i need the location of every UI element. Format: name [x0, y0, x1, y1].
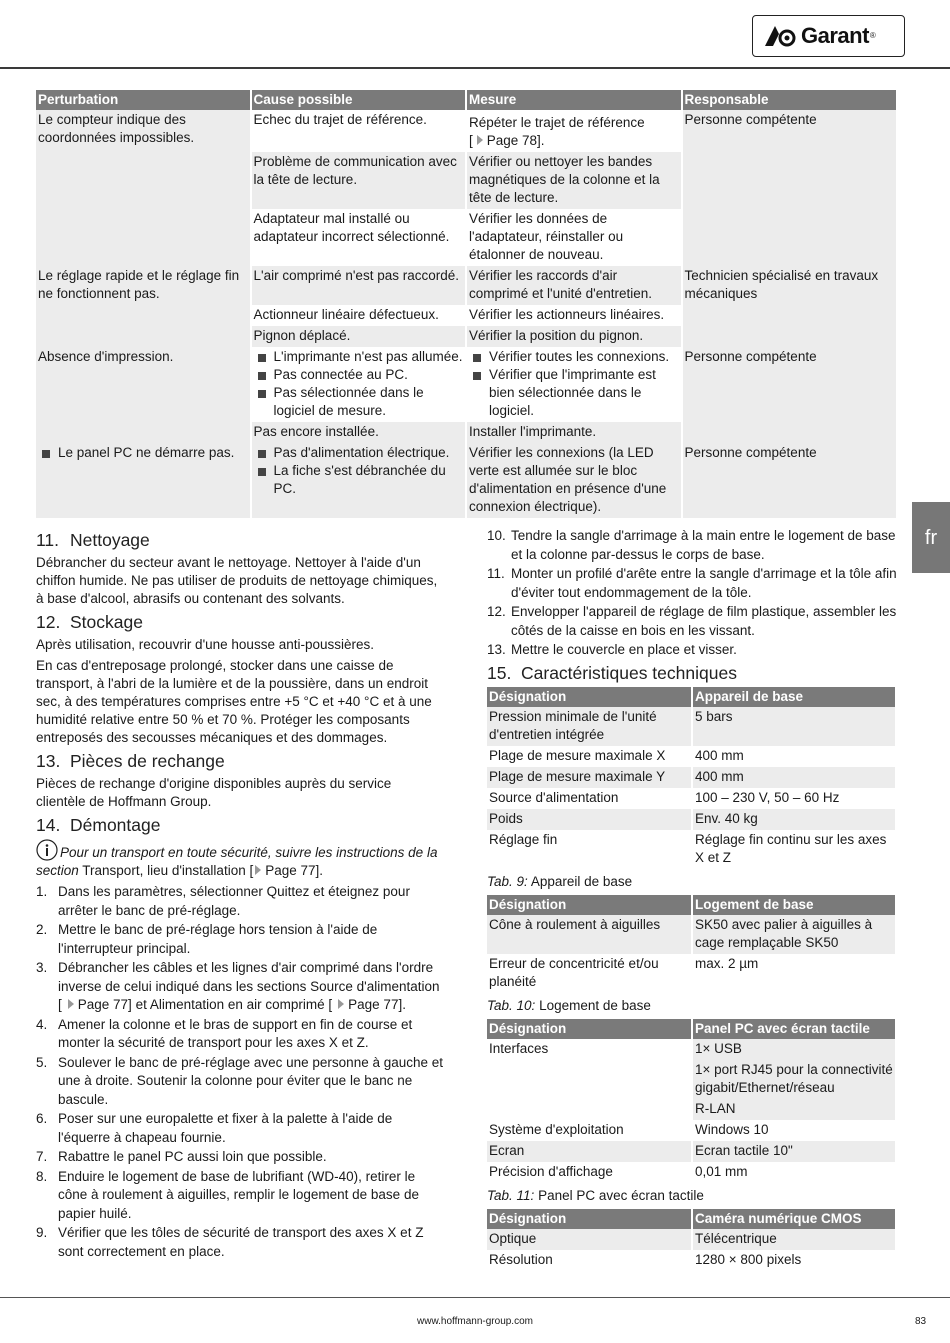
garant-logo: Garant ® — [752, 15, 905, 57]
table-caption: Tab. 9: Appareil de base — [487, 873, 633, 889]
table-caption: Tab. 10: Logement de base — [487, 997, 651, 1013]
cause-cell: Pignon déplacé. — [252, 326, 466, 347]
table-cell: Cône à roulement à aiguilles — [487, 915, 691, 954]
mesure-cell: Vérifier toutes les connexions. Vérifier que l'imprimante est bien sélectionnée dans le logiciel. — [467, 347, 681, 422]
table-cell: 400 mm — [693, 767, 895, 788]
table-cell: 1× port RJ45 pour la connectivité gigabit/Ethernet/réseau — [693, 1060, 895, 1099]
garant-mark-icon — [763, 24, 797, 48]
section-15-heading: 15. Caractéristiques techniques — [487, 662, 737, 683]
cause-cell: Echec du trajet de référence. — [252, 110, 466, 152]
table-cell: Source d'alimentation — [487, 788, 691, 809]
cause-cell: Problème de communication avec la tête de lecture. — [252, 152, 466, 209]
cause-cell: Adaptateur mal installé ou adaptateur incorrect sélectionné. — [252, 209, 466, 266]
table-cell: 0,01 mm — [693, 1162, 895, 1183]
responsable-cell: Personne compétente — [683, 347, 897, 443]
table-cell: Poids — [487, 809, 691, 830]
cause-cell: L'imprimante n'est pas allumée. Pas connectée au PC. Pas sélectionnée dans le logiciel de mesure. — [252, 347, 466, 422]
list-item: 3. Débrancher les câbles et les lignes d'air comprimé dans l'ordre inverse de celui indiqué dans les sections Source d'alimentation [ Page 77] et Alimentation en air comprimé [ Page 77]. — [36, 960, 440, 1012]
table-cell: Interfaces — [487, 1039, 691, 1060]
list-item: 10. Tendre la sangle d'arrimage à la main entre le logement de base et la colonne par-dessus le corps de base. — [487, 528, 896, 562]
cause-cell: Pas d'alimentation électrique. La fiche s'est débranchée du PC. — [252, 443, 466, 518]
list-item: 1. Dans les paramètres, sélectionner Quittez et éteignez pour arrêter le banc de pré-réglage. — [36, 884, 410, 918]
table-cell: 1280 × 800 pixels — [693, 1250, 895, 1271]
col-header-cause: Cause possible — [252, 90, 466, 110]
table-cell: SK50 avec palier à aiguilles à cage remplaçable SK50 — [693, 915, 895, 954]
list-item: 4. Amener la colonne et le bras de support en fin de course et monter la sécurité de transport pour les axes X et Z. — [36, 1016, 413, 1050]
table-cell: 100 – 230 V, 50 – 60 Hz — [693, 788, 895, 809]
bullet-icon — [258, 354, 266, 362]
bullet-icon — [258, 468, 266, 476]
bullet-icon — [258, 372, 266, 380]
troubleshooting-table — [34, 90, 898, 518]
table-cell: Télécentrique — [693, 1229, 895, 1250]
list-item: 13. Mettre le couvercle en place et visser. — [487, 642, 737, 657]
list-item: 2. Mettre le banc de pré-réglage hors tension à l'aide de l'interrupteur principal. — [36, 922, 378, 956]
page-link[interactable]: Page 78]. — [486, 133, 545, 148]
language-tab: fr — [912, 502, 950, 573]
perturbation-cell: Le panel PC ne démarre pas. — [36, 443, 250, 518]
section-11-heading: 11. Nettoyage — [36, 530, 150, 550]
table-cell: Résolution — [487, 1250, 691, 1271]
table-cell: Ecran — [487, 1141, 691, 1162]
mesure-cell: Installer l'imprimante. — [467, 422, 681, 443]
mesure-cell: Vérifier les raccords d'air comprimé et l'unité d'entretien. — [467, 266, 681, 305]
section-12-text: Après utilisation, recouvrir d'une housse anti-poussières. — [36, 637, 375, 652]
section-13-heading: 13. Pièces de rechange — [36, 751, 225, 771]
mesure-cell: Répéter le trajet de référence [ Page 78]. — [467, 110, 681, 152]
section-11-text: Débrancher du secteur avant le nettoyage. Nettoyer à l'aide d'un chiffon humide. Ne pas utiliser de produits de nettoyage chimiques, à base d'alcool, abrasifs ou contenant des solvants. — [36, 555, 438, 606]
page-link-arrow-icon — [338, 999, 344, 1009]
page-link-arrow-icon — [477, 135, 483, 145]
page-link[interactable]: Page 77] et Alimentation en air comprimé [ — [77, 997, 333, 1012]
spec-table-camera: Désignation Caméra numérique CMOS Optique Télécentrique Résolution 1280 × 800 pixels — [485, 1209, 897, 1271]
brand-name: Garant — [801, 23, 869, 48]
perturbation-cell: Le réglage rapide et le réglage fin ne fonctionnent pas. — [36, 266, 250, 347]
page-link-arrow-icon — [68, 999, 74, 1009]
table-cell: R-LAN — [693, 1099, 895, 1120]
col-header-mesure: Mesure — [467, 90, 681, 110]
mesure-cell: Vérifier les actionneurs linéaires. — [467, 305, 681, 326]
page-link[interactable]: Page 77]. — [348, 997, 406, 1012]
col-header-responsable: Responsable — [683, 90, 897, 110]
table-cell: Plage de mesure maximale Y — [487, 767, 691, 788]
footer-rule — [0, 1297, 950, 1298]
mesure-cell: Vérifier la position du pignon. — [467, 326, 681, 347]
bullet-icon — [473, 354, 481, 362]
table-cell: max. 2 µm — [693, 954, 895, 993]
page-link-arrow-icon — [255, 865, 261, 875]
bullet-icon — [473, 372, 481, 380]
table-cell: Env. 40 kg — [693, 809, 895, 830]
list-item: 9. Vérifier que les tôles de sécurité de transport des axes X et Z sont correctement en place. — [36, 1225, 424, 1259]
list-item: 5. Soulever le banc de pré-réglage avec une personne à gauche et une à droite. Soutenir la colonne pour éviter que le banc ne bascule. — [36, 1054, 444, 1107]
right-column — [487, 527, 897, 1271]
cause-cell: Pas encore installée. — [252, 422, 466, 443]
section-12-heading: 12. Stockage — [36, 612, 143, 632]
footer-url[interactable]: www.hoffmann-group.com — [417, 1316, 533, 1327]
page-link[interactable]: Page 77]. — [265, 863, 324, 878]
table-cell: Pression minimale de l'unité d'entretien intégrée — [487, 707, 691, 746]
mesure-cell: Vérifier les connexions (la LED verte est allumée sur le bloc d'alimentation en présence d'une connexion électrique). — [467, 443, 681, 518]
table-cell: Système d'exploitation — [487, 1120, 691, 1141]
section-12-text: En cas d'entreposage prolongé, stocker dans une caisse de transport, à l'abri de la lumière et de la poussière, dans un endroit sec, à des températures comprises entre +5 °C et +40 °C et à une humidité relative entre 50 % et 70 %. Protéger les composants entreposés des secousses mécaniques et des dommages. — [36, 658, 432, 745]
perturbation-cell: Absence d'impression. — [36, 347, 250, 443]
spec-table-logement: Désignation Logement de base Cône à roulement à aiguilles SK50 avec palier à aiguilles à cage remplaçable SK50 Erreur de concentricité et/ou planéité max. 2 µm — [485, 895, 897, 993]
header-rule — [0, 67, 950, 69]
spec-table-panel-pc: Désignation Panel PC avec écran tactile Interfaces 1× USB 1× port RJ45 pour la connectivité gigabit/Ethernet/réseau R-LAN Système d'exploitation Windows 10 Ecran Ecran tactile 10" Précision d'affichage 0,01 mm — [485, 1019, 897, 1183]
mesure-cell: Vérifier les données de l'adaptateur, réinstaller ou étalonner de nouveau. — [467, 209, 681, 266]
table-cell — [487, 1060, 691, 1099]
list-item: 11. Monter un profilé d'arête entre la sangle d'arrimage et la tôle afin d'éviter tout endommagement de la tôle. — [487, 566, 897, 600]
table-cell: Optique — [487, 1229, 691, 1250]
mesure-cell: Vérifier ou nettoyer les bandes magnétiques de la colonne et la tête de lecture. — [467, 152, 681, 209]
table-cell: 1× USB — [693, 1039, 895, 1060]
list-item: 7. Rabattre le panel PC aussi loin que possible. — [36, 1149, 327, 1164]
list-item: 8. Enduire le logement de base de lubrifiant (WD-40), retirer le cône à roulement à aiguilles, remplir le logement de base de papier huilé. — [36, 1168, 419, 1221]
table-cell: Windows 10 — [693, 1120, 895, 1141]
section-13-text: Pièces de rechange d'origine disponibles auprès du service clientèle de Hoffmann Group. — [36, 776, 392, 809]
table-cell: Plage de mesure maximale X — [487, 746, 691, 767]
table-caption: Tab. 11: Panel PC avec écran tactile — [487, 1187, 704, 1203]
bullet-icon — [42, 450, 50, 458]
bullet-icon — [258, 450, 266, 458]
list-item: 6. Poser sur une europalette et fixer à la palette à l'aide de l'équerre à chapeau fournie. — [36, 1111, 393, 1145]
responsable-cell: Personne compétente — [683, 110, 897, 266]
col-header-perturbation: Perturbation — [36, 90, 250, 110]
spec-table-base: Désignation Appareil de base Pression minimale de l'unité d'entretien intégrée 5 bars Plage de mesure maximale X 400 mm Plage de mesure maximale Y 400 mm Source d'alimentation 100 – 230 V, 50 – 60 Hz Poids Env. 40 kg Réglage fin Réglage fin continu sur les axes X et Z — [485, 687, 897, 869]
table-cell: Erreur de concentricité et/ou planéité — [487, 954, 691, 993]
responsable-cell: Technicien spécialisé en travaux mécaniques — [683, 266, 897, 347]
info-note: Pour un transport en toute sécurité, suivre les instructions de la section Transport, lieu d'installation [ Page 77]. — [36, 839, 444, 880]
info-icon — [36, 839, 58, 861]
section-14-heading: 14. Démontage — [36, 815, 161, 835]
responsable-cell: Personne compétente — [683, 443, 897, 518]
table-cell: 5 bars — [693, 707, 895, 746]
bullet-icon — [258, 390, 266, 398]
cause-cell: Actionneur linéaire défectueux. — [252, 305, 466, 326]
table-cell — [487, 1099, 691, 1120]
cause-cell: L'air comprimé n'est pas raccordé. — [252, 266, 466, 305]
table-cell: Précision d'affichage — [487, 1162, 691, 1183]
table-cell: Réglage fin — [487, 830, 691, 869]
table-cell: Réglage fin continu sur les axes X et Z — [693, 830, 895, 869]
disassembly-steps-continued — [487, 527, 897, 660]
left-column — [36, 527, 444, 1262]
table-cell: 400 mm — [693, 746, 895, 767]
table-cell: Ecran tactile 10" — [693, 1141, 895, 1162]
perturbation-cell: Le compteur indique des coordonnées impossibles. — [36, 110, 250, 266]
page-number: 83 — [915, 1316, 927, 1327]
disassembly-steps — [36, 883, 444, 1261]
list-item: 12. Envelopper l'appareil de réglage de film plastique, assembler les côtés de la caisse en bois en les vissant. — [487, 604, 897, 638]
